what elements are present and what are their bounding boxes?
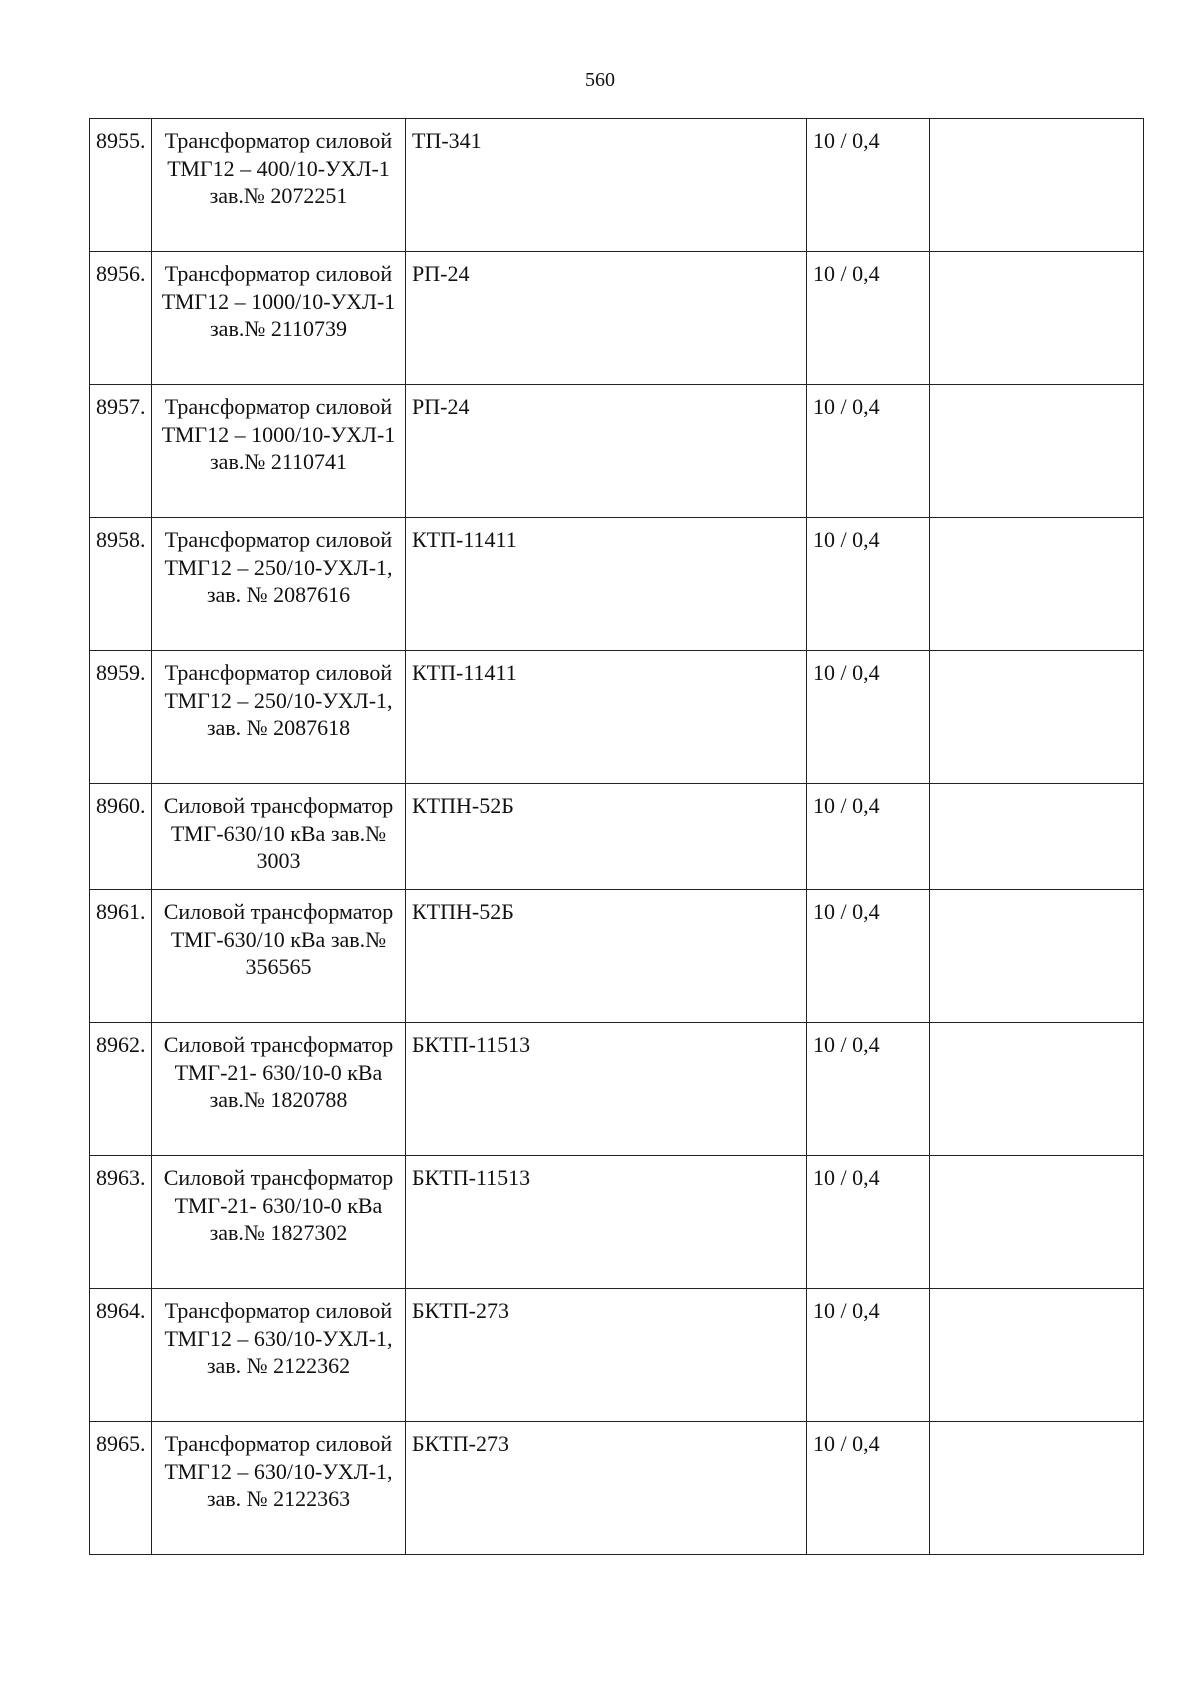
equipment-name: Силовой трансформатор ТМГ-21- 630/10-0 кВа зав.№ 1820788 xyxy=(152,1023,406,1156)
item-number: 8962. xyxy=(90,1023,152,1156)
installation-location: ТП-341 xyxy=(406,119,807,252)
table-row xyxy=(90,784,1144,890)
equipment-name: Трансформатор силовой ТМГ12 – 400/10-УХЛ-1 зав.№ 2072251 xyxy=(152,119,406,252)
item-number: 8960. xyxy=(90,784,152,890)
table-row xyxy=(90,385,1144,518)
installation-location: КТП-11411 xyxy=(406,651,807,784)
installation-location: КТПН-52Б xyxy=(406,890,807,1023)
item-number: 8956. xyxy=(90,252,152,385)
empty-cell xyxy=(930,518,1144,651)
voltage-class: 10 / 0,4 xyxy=(807,1422,930,1555)
voltage-class: 10 / 0,4 xyxy=(807,1289,930,1422)
item-number: 8964. xyxy=(90,1289,152,1422)
empty-cell xyxy=(930,1289,1144,1422)
equipment-table xyxy=(89,118,1144,1555)
table-row xyxy=(90,890,1144,1023)
installation-location: КТП-11411 xyxy=(406,518,807,651)
equipment-name: Трансформатор силовой ТМГ12 – 1000/10-УХЛ-1 зав.№ 2110741 xyxy=(152,385,406,518)
voltage-class: 10 / 0,4 xyxy=(807,119,930,252)
equipment-name: Трансформатор силовой ТМГ12 – 250/10-УХЛ-1, зав. № 2087618 xyxy=(152,651,406,784)
item-number: 8957. xyxy=(90,385,152,518)
voltage-class: 10 / 0,4 xyxy=(807,385,930,518)
table-row xyxy=(90,119,1144,252)
voltage-class: 10 / 0,4 xyxy=(807,518,930,651)
table-row xyxy=(90,1023,1144,1156)
empty-cell xyxy=(930,651,1144,784)
installation-location: БКТП-273 xyxy=(406,1422,807,1555)
page-number: 560 xyxy=(585,69,615,91)
empty-cell xyxy=(930,1023,1144,1156)
table-row xyxy=(90,651,1144,784)
equipment-name: Трансформатор силовой ТМГ12 – 250/10-УХЛ-1, зав. № 2087616 xyxy=(152,518,406,651)
installation-location: БКТП-11513 xyxy=(406,1023,807,1156)
installation-location: РП-24 xyxy=(406,385,807,518)
item-number: 8963. xyxy=(90,1156,152,1289)
empty-cell xyxy=(930,385,1144,518)
table-row xyxy=(90,252,1144,385)
equipment-name: Трансформатор силовой ТМГ12 – 630/10-УХЛ-1, зав. № 2122363 xyxy=(152,1422,406,1555)
table-row xyxy=(90,518,1144,651)
item-number: 8965. xyxy=(90,1422,152,1555)
voltage-class: 10 / 0,4 xyxy=(807,890,930,1023)
voltage-class: 10 / 0,4 xyxy=(807,651,930,784)
table-row xyxy=(90,1422,1144,1555)
voltage-class: 10 / 0,4 xyxy=(807,1023,930,1156)
empty-cell xyxy=(930,784,1144,890)
table-row xyxy=(90,1289,1144,1422)
installation-location: БКТП-11513 xyxy=(406,1156,807,1289)
installation-location: РП-24 xyxy=(406,252,807,385)
empty-cell xyxy=(930,1422,1144,1555)
installation-location: КТПН-52Б xyxy=(406,784,807,890)
equipment-name: Силовой трансформатор ТМГ-21- 630/10-0 кВа зав.№ 1827302 xyxy=(152,1156,406,1289)
item-number: 8959. xyxy=(90,651,152,784)
voltage-class: 10 / 0,4 xyxy=(807,252,930,385)
item-number: 8955. xyxy=(90,119,152,252)
empty-cell xyxy=(930,119,1144,252)
equipment-name: Трансформатор силовой ТМГ12 – 630/10-УХЛ-1, зав. № 2122362 xyxy=(152,1289,406,1422)
voltage-class: 10 / 0,4 xyxy=(807,784,930,890)
table-row xyxy=(90,1156,1144,1289)
item-number: 8958. xyxy=(90,518,152,651)
equipment-name: Силовой трансформатор ТМГ-630/10 кВа зав.№ 3003 xyxy=(152,784,406,890)
empty-cell xyxy=(930,1156,1144,1289)
equipment-name: Трансформатор силовой ТМГ12 – 1000/10-УХЛ-1 зав.№ 2110739 xyxy=(152,252,406,385)
equipment-name: Силовой трансформатор ТМГ-630/10 кВа зав.№ 356565 xyxy=(152,890,406,1023)
item-number: 8961. xyxy=(90,890,152,1023)
installation-location: БКТП-273 xyxy=(406,1289,807,1422)
empty-cell xyxy=(930,252,1144,385)
voltage-class: 10 / 0,4 xyxy=(807,1156,930,1289)
empty-cell xyxy=(930,890,1144,1023)
